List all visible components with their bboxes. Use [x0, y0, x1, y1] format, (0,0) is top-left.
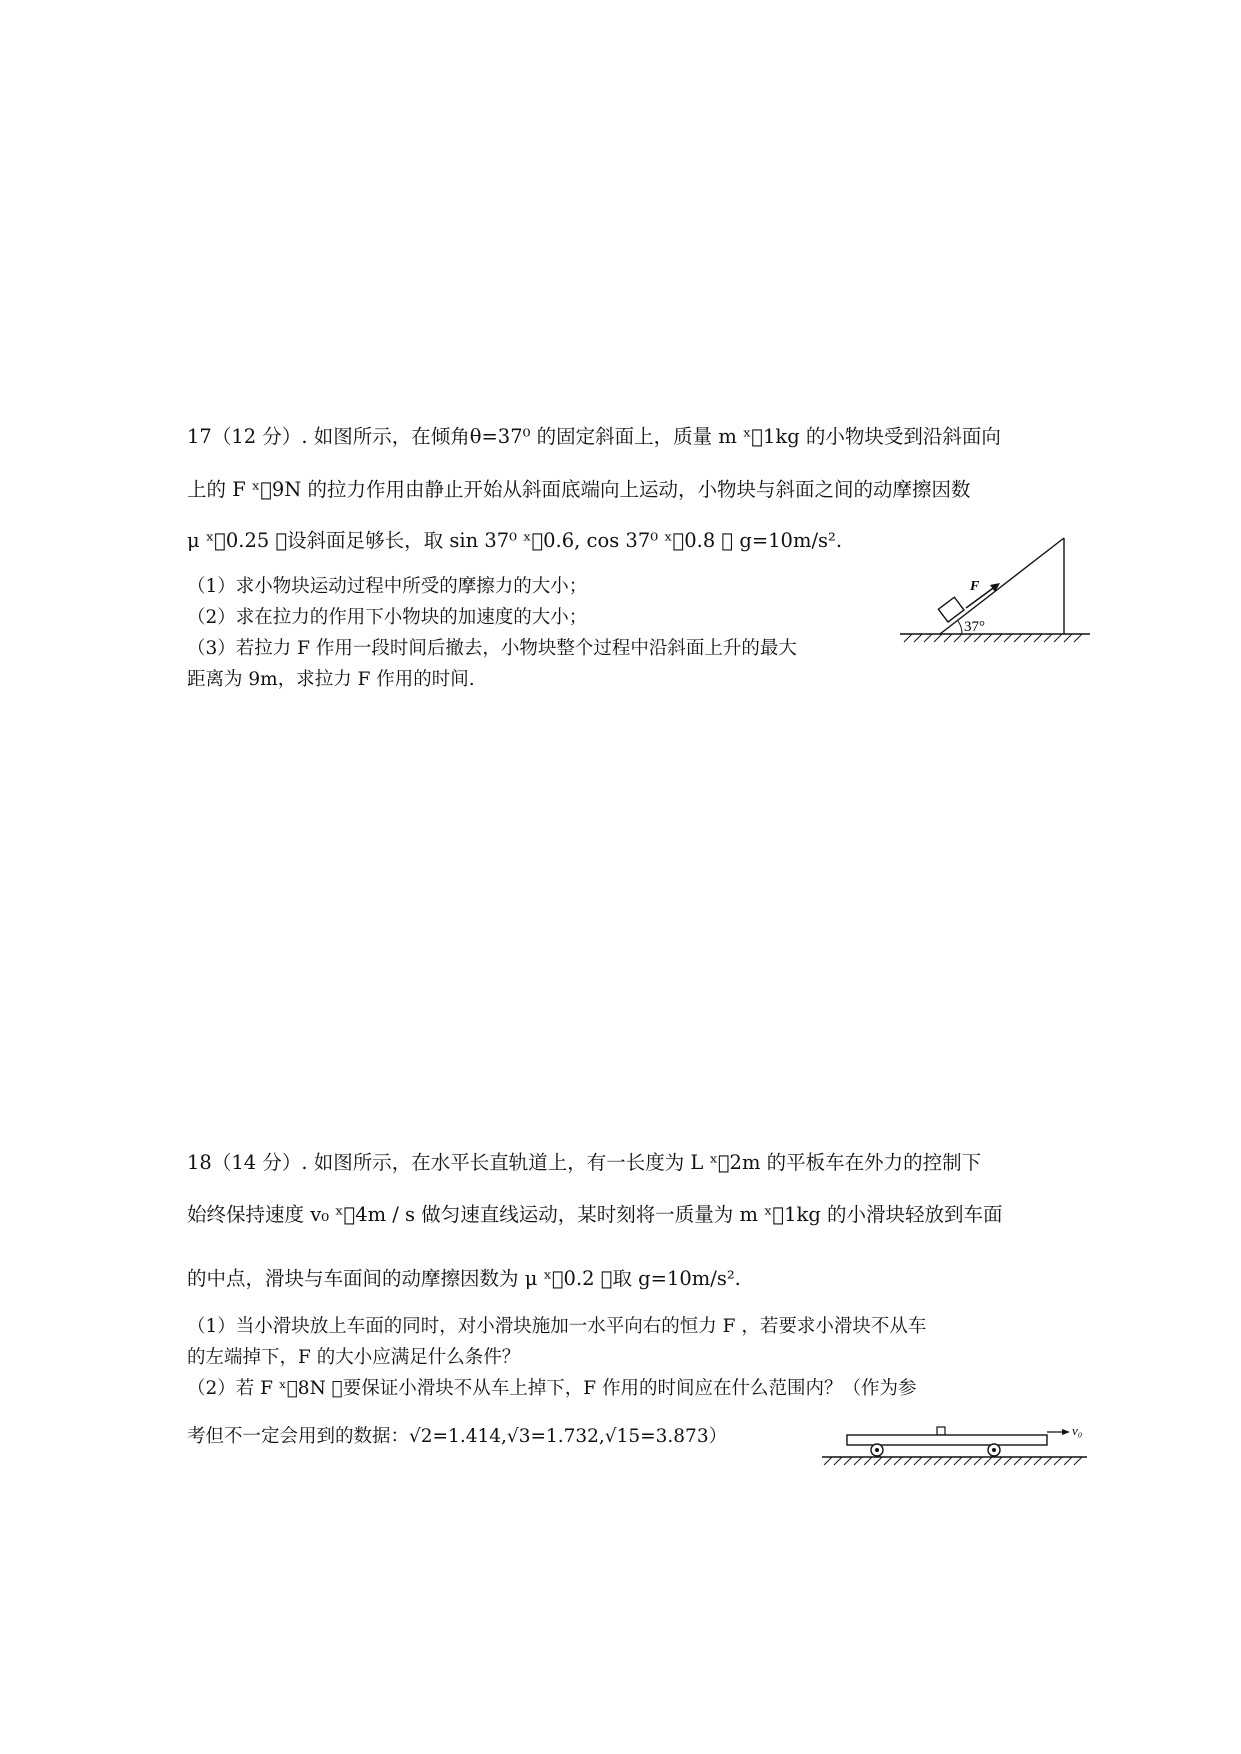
q17-sub-2: （2）求在拉力的作用下小物块的加速度的大小； [187, 607, 588, 628]
q18-line-3: 的中点，滑块与车面间的动摩擦因数为 μ ˣ᪲0.2 ，取 g=10m/s². [187, 1267, 741, 1290]
force-label: F [970, 579, 980, 594]
angle-arc [958, 621, 962, 634]
q18-sub-2-cont: 考但不一定会用到的数据：√2=1.414,√3=1.732,√15=3.873） [187, 1426, 728, 1447]
q17-line-2: 上的 F ˣ᪲9N 的拉力作用由静止开始从斜面底端向上运动，小物块与斜面之间的动摩擦因数 [187, 478, 971, 501]
force-arrowhead [990, 583, 1000, 592]
q17-sub-1: （1）求小物块运动过程中所受的摩擦力的大小； [187, 576, 588, 597]
cart-figure [822, 1420, 1092, 1470]
slider-block [937, 1427, 945, 1435]
q17-line-1: 17（12 分）. 如图所示，在倾角θ=37⁰ 的固定斜面上，质量 m ˣ᪲1kg 的小物块受到沿斜面向 [187, 425, 1001, 448]
angle-label: 37° [964, 619, 985, 635]
q18-sub-1-cont: 的左端掉下，F 的大小应满足什么条件？ [187, 1347, 521, 1368]
q18-line-2: 始终保持速度 v₀ ˣ᪲4m / s 做匀速直线运动，某时刻将一质量为 m ˣ᪲1kg 的小滑块轻放到车面 [187, 1203, 1003, 1226]
q18-line-1: 18（14 分）. 如图所示，在水平长直轨道上，有一长度为 L ˣ᪲2m 的平板车在外力的控制下 [187, 1151, 982, 1174]
q17-line-3: μ ˣ᪲0.25 ，设斜面足够长，取 sin 37⁰ ˣ᪲0.6, cos 37⁰ ˣ᪲0.8 ， g=10m/s². [187, 529, 843, 552]
velocity-arrowhead [1062, 1429, 1070, 1435]
q17-sub-3-cont: 距离为 9m，求拉力 F 作用的时间. [187, 669, 475, 690]
velocity-label: v₀ [1072, 1423, 1083, 1438]
q18-sub-2: （2）若 F ˣ᪲8N ，要保证小滑块不从车上掉下，F 作用的时间应在什么范围内？（作为参 [187, 1378, 917, 1399]
q17-sub-3: （3）若拉力 F 作用一段时间后撤去，小物块整个过程中沿斜面上升的最大 [187, 638, 797, 659]
incline-slope [940, 538, 1064, 634]
incline-figure [900, 528, 1105, 648]
q18-sub-1: （1）当小滑块放上车面的同时，对小滑块施加一水平向右的恒力 F ，若要求小滑块不从车 [187, 1316, 927, 1337]
